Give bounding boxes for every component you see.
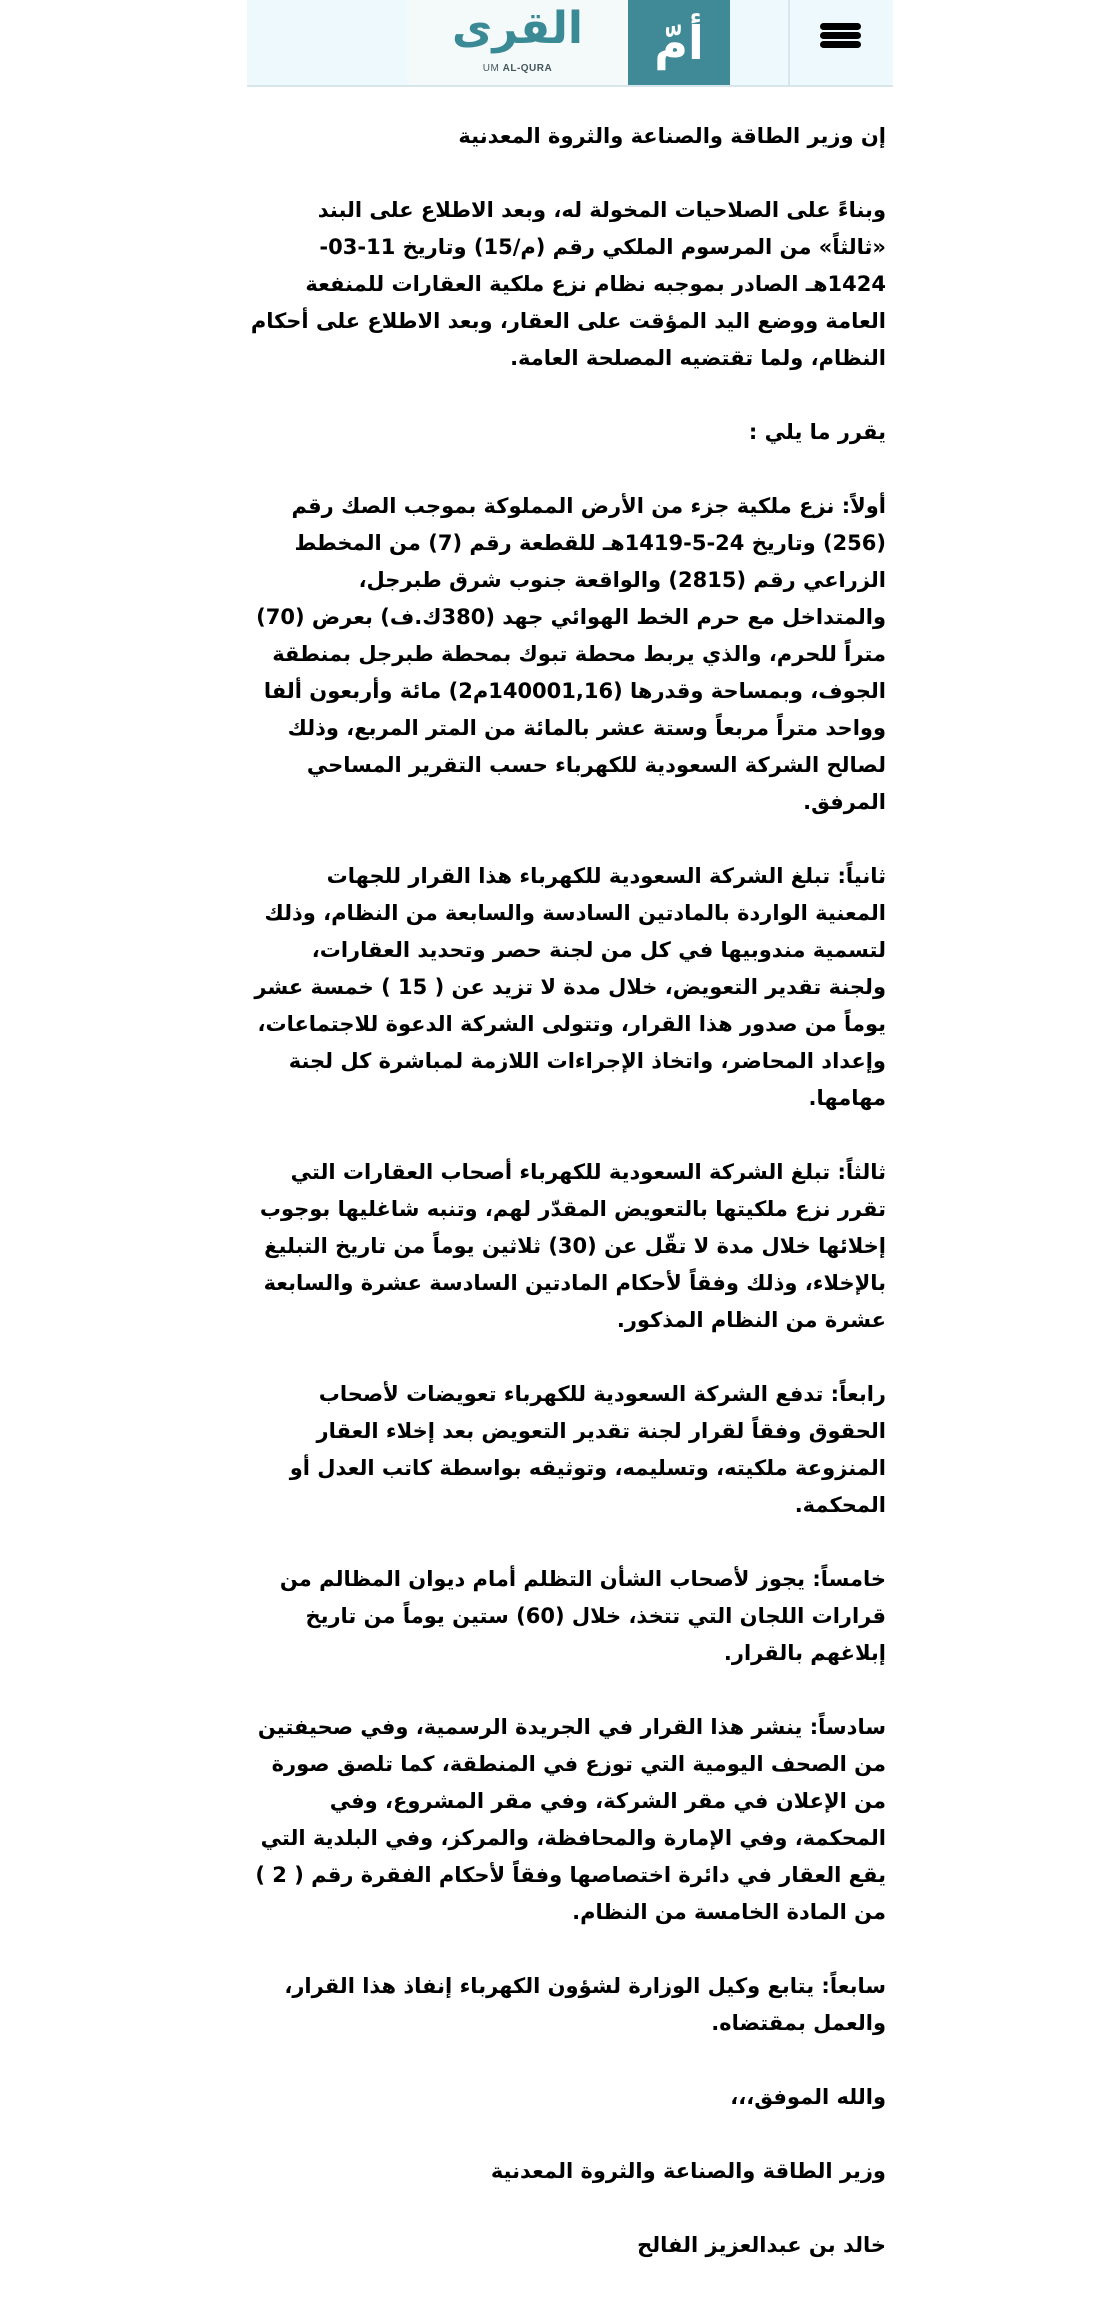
signatory-name: خالد بن عبدالعزيز الفالح bbox=[637, 2233, 886, 2257]
site-header bbox=[247, 0, 893, 87]
closing: والله الموفق،،، bbox=[730, 2085, 886, 2109]
menu-bar bbox=[820, 32, 861, 39]
um-al-qura-logo[interactable] bbox=[407, 0, 730, 85]
logo-latin-prefix: UM bbox=[482, 63, 500, 74]
logo-teal-block bbox=[628, 0, 730, 85]
logo-arabic-umm: أمّ bbox=[654, 16, 704, 70]
article-1: أولاً: نزع ملكية جزء من الأرض المملوكة بموجب الصك رقم (256) وتاريخ 24-5-1419هـ للقطعة رقم (7) من المخطط الزراعي رقم (2815) والواقعة جنوب شرق طبرجل، والمتداخل مع حرم الخط الهوائي جهد (380ك.ف) بعرض (70) متراً للحرم، والذي يربط محطة تبوك بمحطة طبرجل بمنطقة الجوف، وبمساحة وقدرها (140001,16م2) مائة وأربعون ألفا وواحد متراً مربعاً وستة عشر بالمائة من المتر المربع، وذلك لصالح الشركة السعودية للكهرباء حسب التقرير المساحي المرفق. bbox=[256, 494, 886, 814]
hamburger-menu-icon[interactable] bbox=[813, 18, 863, 68]
menu-bar bbox=[820, 41, 861, 48]
logo-latin-main: AL-QURA bbox=[502, 63, 553, 74]
document-decides: يقرر ما يلي : bbox=[748, 420, 886, 444]
document-preamble: وبناءً على الصلاحيات المخولة له، وبعد الاطلاع على البند «ثالثاً» من المرسوم الملكي رقم (م/15) وتاريخ 11-03-1424هـ الصادر بموجبه نظام نزع ملكية العقارات للمنفعة العامة ووضع اليد المؤقت على العقار، وبعد الاطلاع على أحكام النظام، ولما تقتضيه المصلحة العامة. bbox=[250, 198, 886, 370]
article-3: ثالثاً: تبلغ الشركة السعودية للكهرباء أصحاب العقارات التي تقرر نزع ملكيتها بالتعويض المقدّر لهم، وتنبه شاغليها بوجوب إخلائها خلال مدة لا تقّل عن (30) ثلاثين يوماً من تاريخ التبليغ بالإخلاء، وذلك وفقاً لأحكام المادتين السادسة عشرة والسابعة عشرة من النظام المذكور. bbox=[259, 1160, 886, 1332]
article-4: رابعاً: تدفع الشركة السعودية للكهرباء تعويضات لأصحاب الحقوق وفقاً لقرار لجنة تقدير التعويض بعد إخلاء العقار المنزوعة ملكيته، وتسليمه، وتوثيقه بواسطة كاتب العدل أو المحكمة. bbox=[289, 1382, 886, 1517]
article-2: ثانياً: تبلغ الشركة السعودية للكهرباء هذا القرار للجهات المعنية الواردة بالمادتين السادسة والسابعة من النظام، وذلك لتسمية مندوبيها في كل من لجنة حصر وتحديد العقارات، ولجنة تقدير التعويض، خلال مدة لا تزيد عن ( 15 ) خمسة عشر يوماً من صدور هذا القرار، وتتولى الشركة الدعوة للاجتماعات، وإعداد المحاضر، واتخاذ الإجراءات اللازمة لمباشرة كل لجنة مهامها. bbox=[254, 864, 886, 1110]
menu-bar bbox=[820, 23, 861, 30]
logo-arabic-al-qura: القرى bbox=[452, 3, 583, 54]
article-5: خامساً: يجوز لأصحاب الشأن التظلم أمام ديوان المظالم من قرارات اللجان التي تتخذ، خلال (60) ستين يوماً من تاريخ إبلاغهم بالقرار. bbox=[279, 1567, 886, 1665]
logo-latin-text bbox=[407, 62, 628, 76]
decision-document bbox=[250, 118, 886, 2301]
article-6: سادساً: ينشر هذا القرار في الجريدة الرسمية، وفي صحيفتين من الصحف اليومية التي توزع في المنطقة، كما تلصق صورة من الإعلان في مقر الشركة، وفي مقر المشروع، وفي المحكمة، وفي الإمارة والمحافظة، والمركز، وفي البلدية التي يقع العقار في دائرة اختصاصها وفقاً لأحكام الفقرة رقم ( 2 ) من المادة الخامسة من النظام. bbox=[255, 1715, 886, 1924]
logo-text-panel bbox=[407, 0, 628, 85]
document-opening: إن وزير الطاقة والصناعة والثروة المعدنية bbox=[458, 124, 886, 148]
header-divider bbox=[788, 0, 790, 85]
article-7: سابعاً: يتابع وكيل الوزارة لشؤون الكهرباء إنفاذ هذا القرار، والعمل بمقتضاه. bbox=[284, 1974, 886, 2035]
signatory-title: وزير الطاقة والصناعة والثروة المعدنية bbox=[490, 2159, 886, 2183]
